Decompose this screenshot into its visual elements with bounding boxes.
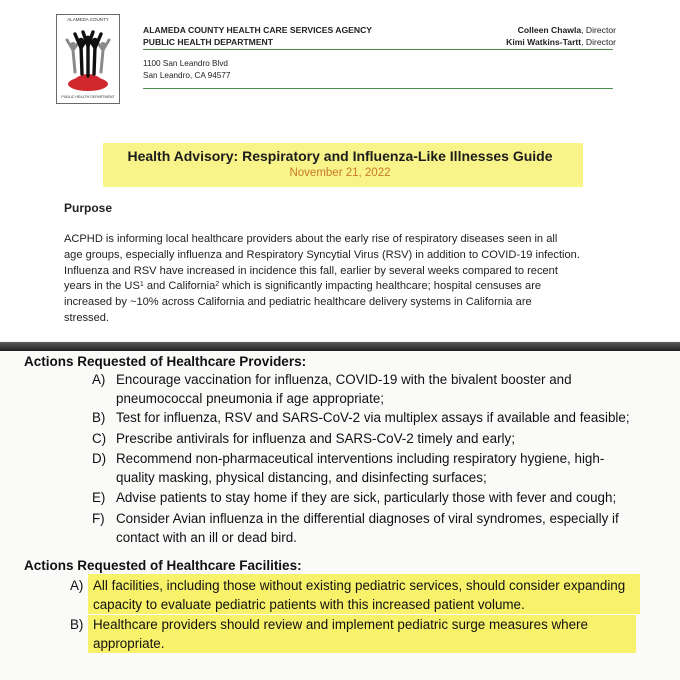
page-divider	[0, 342, 680, 351]
provider-item-f: Consider Avian influenza in the differential diagnoses of viral syndromes, especially if contact with an ill or dead bird.	[116, 511, 619, 545]
provider-item-letter: D)	[92, 451, 107, 466]
directors-block	[506, 24, 616, 48]
agency-block	[143, 24, 372, 48]
director-1	[506, 24, 616, 36]
footnote-ref[interactable]: 1	[139, 281, 144, 289]
footnote-ref[interactable]: 2	[215, 281, 220, 289]
providers-heading: Actions Requested of Healthcare Providers:	[24, 354, 307, 369]
department-name: PUBLIC HEALTH DEPARTMENT	[143, 37, 274, 47]
provider-item-letter: B)	[92, 410, 106, 425]
facility-item-a: All facilities, including those without existing pediatric services, should consider expanding capacity to evaluate pediatric patients with this increased patient volume.	[93, 578, 626, 612]
advisory-date: November 21, 2022	[289, 167, 391, 179]
director-1-name: Colleen Chawla	[517, 25, 582, 35]
facilities-heading: Actions Requested of Healthcare Facilities:	[24, 558, 302, 573]
purpose-line: ACPHD is informing local healthcare providers about the early rise of respiratory diseases seen in all	[64, 233, 558, 245]
director-2-title: , Director	[581, 37, 616, 47]
agency-name: ALAMEDA COUNTY HEALTH CARE SERVICES AGENCY	[143, 25, 373, 35]
logo-bottom-text: PUBLIC HEALTH DEPARTMENT	[61, 95, 115, 99]
facility-item-letter: B)	[70, 617, 84, 632]
people-logo-icon	[63, 28, 113, 92]
address-line-2: San Leandro, CA 94577	[143, 71, 231, 80]
provider-item-a: Encourage vaccination for influenza, COVID-19 with the bivalent booster and pneumococcal pneumonia if age appropriate;	[116, 372, 572, 406]
provider-item-letter: E)	[92, 490, 106, 505]
purpose-line: Influenza and RSV have increased in incidence this fall, earlier by several weeks compared to recent	[64, 264, 558, 277]
director-1-title: , Director	[581, 25, 616, 35]
facility-item-b: Healthcare providers should review and implement pediatric surge measures where appropriate.	[93, 617, 588, 651]
address-line-1: 1100 San Leandro Blvd	[143, 59, 228, 68]
county-logo	[56, 14, 120, 104]
purpose-line: years in the $US^1$ and California$^2$ which is significantly impacting healthcare; hospital censuses are	[64, 280, 542, 293]
purpose-heading: Purpose	[64, 201, 113, 215]
provider-item-letter: C)	[92, 431, 107, 446]
facility-item-letter: A)	[70, 578, 84, 593]
purpose-paragraph	[64, 232, 624, 327]
provider-item-letter: A)	[92, 372, 106, 387]
provider-item-c: Prescribe antivirals for influenza and SARS-CoV-2 timely and early;	[116, 431, 515, 446]
provider-item-letter: F)	[92, 511, 105, 526]
header-rule-top	[143, 49, 613, 50]
logo-top-text: ALAMEDA COUNTY	[67, 17, 109, 22]
director-2	[506, 36, 616, 48]
purpose-line: stressed.	[64, 311, 110, 324]
provider-item-d: Recommend non-pharmaceutical interventions including respiratory hygiene, high- quality masking, physical distancing, and disinfecting surfaces;	[116, 451, 605, 485]
purpose-line: increased by ~10% across California and pediatric healthcare delivery systems in California are	[64, 296, 532, 309]
address-block	[143, 58, 230, 82]
advisory-title: Health Advisory: Respiratory and Influenza-Like Illnesses Guide	[127, 148, 553, 164]
director-2-name: Kimi Watkins-Tartt	[506, 37, 582, 47]
header-rule-bottom	[143, 88, 613, 89]
provider-item-e: Advise patients to stay home if they are sick, particularly those with fever and cough;	[116, 490, 617, 505]
purpose-line: age groups, especially influenza and Respiratory Syncytial Virus (RSV) in addition to COVID-19 infection.	[64, 248, 580, 261]
provider-item-b: Test for influenza, RSV and SARS-CoV-2 via multiplex assays if available and feasible;	[116, 410, 630, 425]
